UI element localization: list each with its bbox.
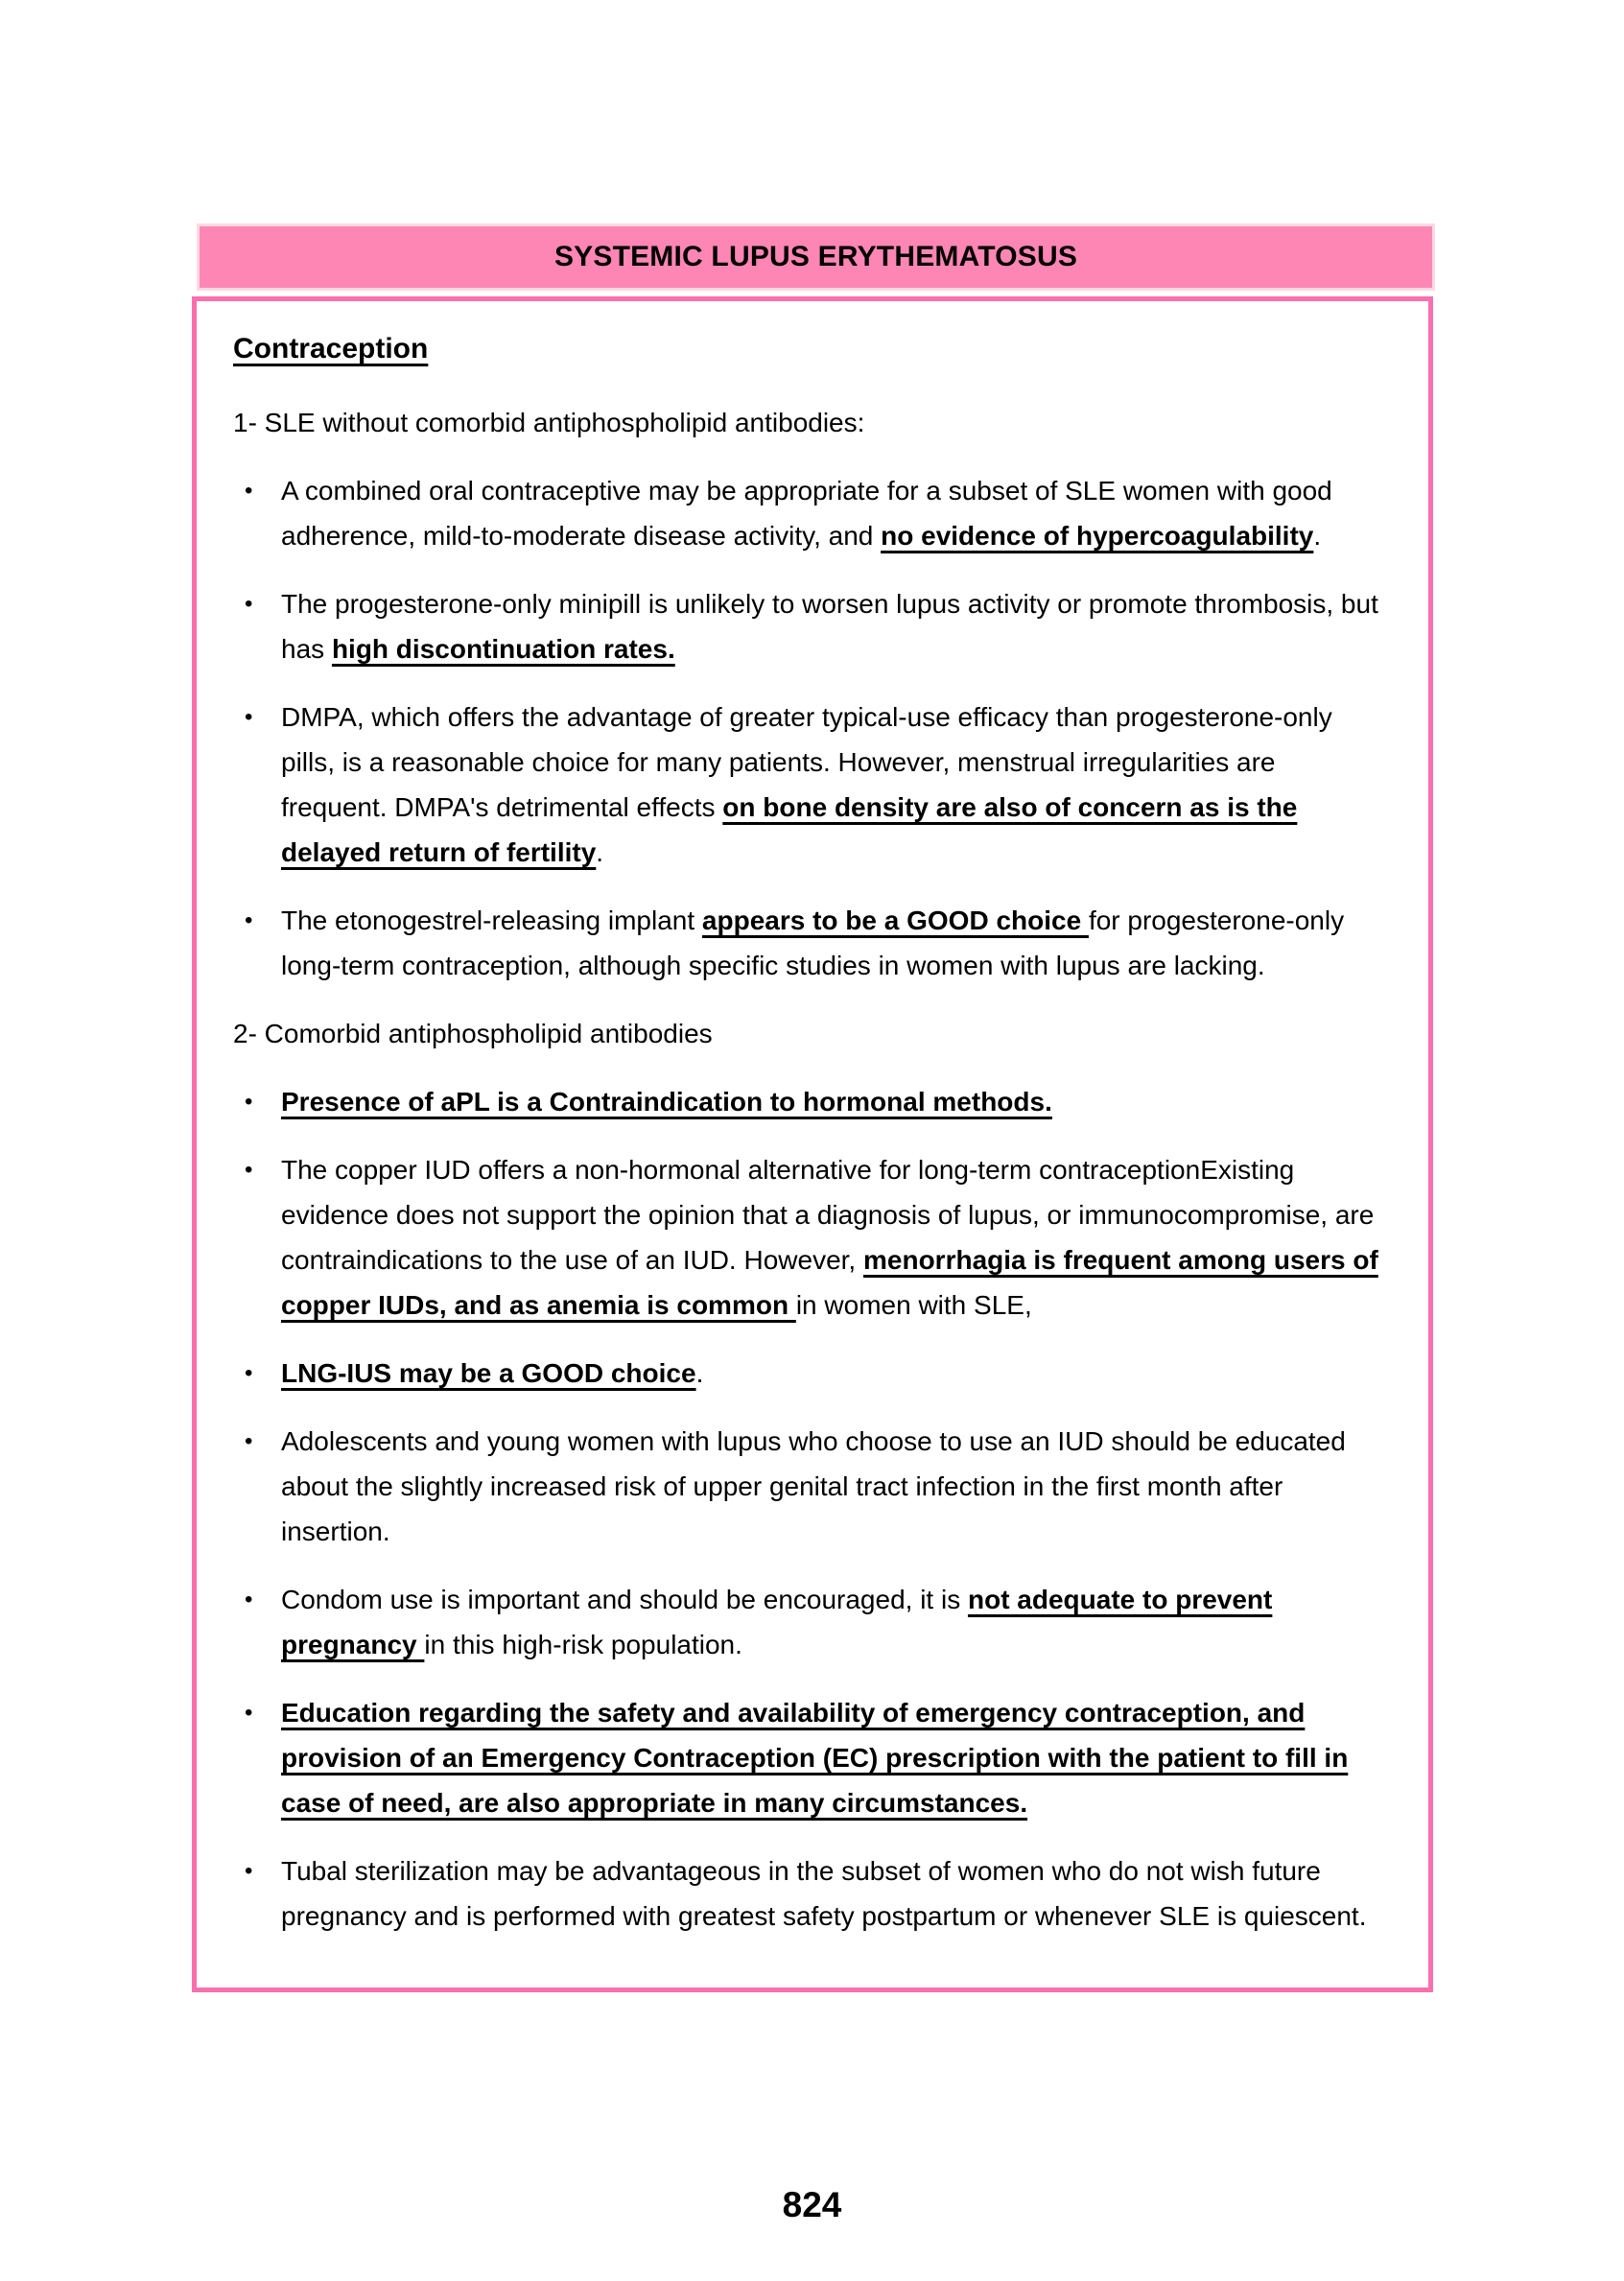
bullet-marker: •	[245, 591, 253, 617]
paragraph	[233, 400, 1388, 445]
bullet-marker: •	[245, 1428, 253, 1454]
block-text: Education regarding the safety and availability of emergency contraception, and provision of an Emergency Contraception (EC) prescription with the patient to fill in case of need, are also appropriate in many circumstances.	[281, 1698, 1349, 1818]
bullet-marker: •	[245, 1360, 253, 1386]
bullet-marker: •	[245, 1700, 253, 1726]
block-text: Presence of aPL is a Contraindication to hormonal methods.	[281, 1087, 1052, 1117]
bullet-item	[233, 1147, 1388, 1328]
block-text: Condom use is important and should be encouraged, it is not adequate to prevent pregnancy in this high-risk population.	[281, 1585, 1273, 1659]
block-text: LNG-IUS may be a GOOD choice.	[281, 1358, 704, 1388]
title-banner	[197, 223, 1435, 291]
bullet-marker: •	[245, 704, 253, 730]
bullet-item	[233, 1419, 1388, 1554]
bullet-item	[233, 694, 1388, 875]
bullet-item	[233, 581, 1388, 671]
bullet-item	[233, 1690, 1388, 1825]
bullet-item	[233, 1079, 1388, 1124]
bullet-marker: •	[245, 1089, 253, 1115]
block-text: 2- Comorbid antiphospholipid antibodies	[233, 1019, 713, 1048]
section-heading: Contraception	[233, 333, 429, 364]
bullet-marker: •	[245, 1157, 253, 1183]
bullet-item	[233, 898, 1388, 988]
block-text: A combined oral contraceptive may be appropriate for a subset of SLE women with good adherence, mild-to-moderate disease activity, and no evidence of hypercoagulability.	[281, 476, 1332, 551]
bullet-item	[233, 1577, 1388, 1667]
block-text: Tubal sterilization may be advantageous in the subset of women who do not wish future pregnancy and is performed with greatest safety postpartum or whenever SLE is quiescent.	[281, 1856, 1367, 1931]
bullet-marker: •	[245, 478, 253, 504]
content-inner	[197, 301, 1428, 1981]
bullet-marker: •	[245, 1858, 253, 1884]
page-number: 824	[782, 2185, 842, 2224]
bullet-marker: •	[245, 1587, 253, 1612]
content-blocks	[233, 400, 1388, 1939]
block-text: Adolescents and young women with lupus who choose to use an IUD should be educated about the slightly increased risk of upper genital tract infection in the first month after insertion.	[281, 1426, 1346, 1546]
block-text: The copper IUD offers a non-hormonal alternative for long-term contraceptionExisting evidence does not support the opinion that a diagnosis of lupus, or immunocompromise, are contraindications to the use of an IUD. However, menorrhagia is frequent among users of copper IUDs, and as anemia is common in women with SLE,	[281, 1155, 1378, 1320]
bullet-item	[233, 468, 1388, 558]
page-title: SYSTEMIC LUPUS ERYTHEMATOSUS	[553, 241, 1078, 272]
bullet-item	[233, 1351, 1388, 1396]
block-text: The etonogestrel-releasing implant appears to be a GOOD choice for progesterone-only long-term contraception, although specific studies in women with lupus are lacking.	[281, 905, 1345, 980]
block-text: 1- SLE without comorbid antiphospholipid antibodies:	[233, 408, 865, 437]
bullet-item	[233, 1848, 1388, 1939]
bullet-marker: •	[245, 907, 253, 933]
content-box	[192, 296, 1433, 1992]
block-text: The progesterone-only minipill is unlikely to worsen lupus activity or promote thrombosis, but has high discontinuation rates.	[281, 589, 1378, 664]
block-text: DMPA, which offers the advantage of greater typical-use efficacy than progesterone-only pills, is a reasonable choice for many patients. However, menstrual irregularities are frequent. DMPA's detrimental effects on bone density are also of concern as is the delayed return of fertility.	[281, 702, 1332, 867]
paragraph	[233, 1011, 1388, 1056]
